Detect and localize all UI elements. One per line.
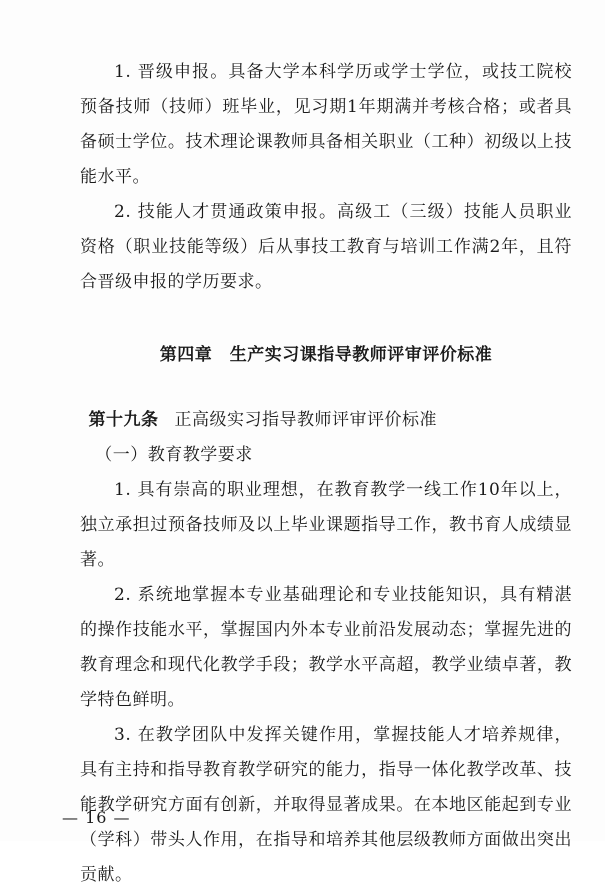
paragraph-requirement-3: 3. 在教学团队中发挥关键作用，掌握技能人才培养规律，具有主持和指导教育教学研究的能力，指导一体化教学改革、技能教学研究方面有创新，并取得显著成果。在本地区能起到专业（学科）带头人作用，在指导和培养其他层级教师方面做出突出贡献。	[80, 725, 572, 885]
article-number: 第十九条	[88, 410, 159, 430]
page-number: — 16 —	[62, 808, 131, 827]
subsection-heading: （一）教育教学要求	[95, 445, 253, 465]
document-body	[80, 55, 572, 893]
paragraph-requirement-2: 2. 系统地掌握本专业基础理论和专业技能知识，具有精湛的操作技能水平，掌握国内外本专业前沿发展动态；掌握先进的教育理念和现代化教学手段；教学水平高超，教学业绩卓著，教学特色鲜明。	[80, 585, 572, 710]
article-heading	[80, 403, 572, 438]
paragraph-requirement-1: 1. 具有崇高的职业理想，在教育教学一线工作10年以上，独立承担过预备技师及以上毕业课题指导工作，教书育人成绩显著。	[80, 480, 572, 570]
paragraph-skilled-talent-application: 2. 技能人才贯通政策申报。高级工（三级）技能人员职业资格（职业技能等级）后从事技工教育与培训工作满2年，且符合晋级申报的学历要求。	[80, 202, 572, 292]
paragraph-promotion-application: 1. 晋级申报。具备大学本科学历或学士学位，或技工院校预备技师（技师）班毕业，见习期1年期满并考核合格；或者具备硕士学位。技术理论课教师具备相关职业（工种）初级以上技能水平。	[80, 62, 572, 187]
chapter-heading: 第四章 生产实习课指导教师评审评价标准	[159, 345, 493, 365]
article-title: 正高级实习指导教师评审评价标准	[174, 410, 437, 430]
